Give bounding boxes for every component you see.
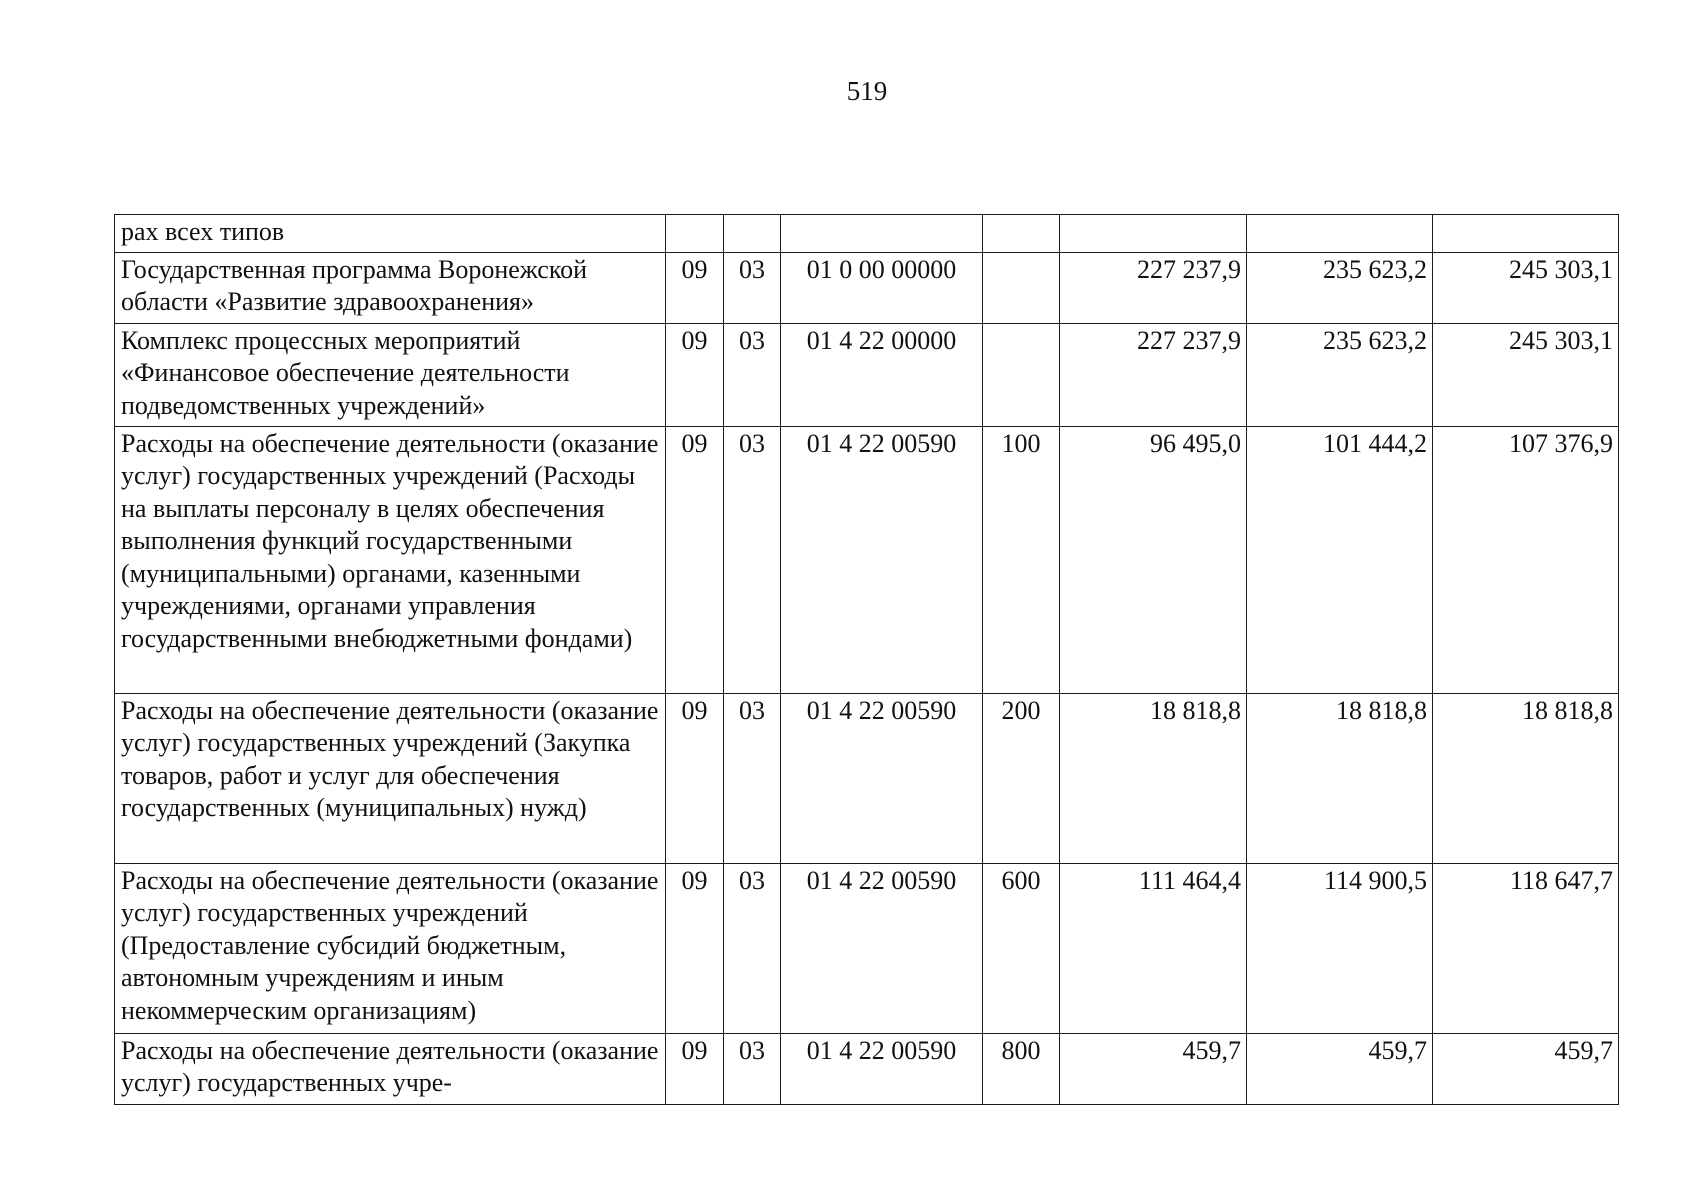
table-row [115,863,1619,1033]
subsection-code-cell: 03 [724,252,781,323]
amount-year-1-cell: 111 464,4 [1060,863,1247,1033]
amount-year-3-cell: 245 303,1 [1433,323,1619,426]
amount-year-1-cell: 459,7 [1060,1033,1247,1104]
amount-year-1-cell: 227 237,9 [1060,323,1247,426]
expense-type-cell: 600 [983,863,1060,1033]
subsection-code-cell: 03 [724,693,781,863]
table-row [115,426,1619,693]
amount-year-2-cell: 235 623,2 [1247,252,1433,323]
expense-type-cell: 100 [983,426,1060,693]
expense-name-cell: Комплекс процессных мероприятий «Финансовое обеспечение деятельности подведомственных учреждений» [115,323,666,426]
amount-year-2-cell: 18 818,8 [1247,693,1433,863]
expense-type-cell: 800 [983,1033,1060,1104]
amount-year-2-cell: 235 623,2 [1247,323,1433,426]
section-code-cell: 09 [666,426,724,693]
amount-year-2-cell [1247,215,1433,253]
target-article-cell: 01 4 22 00000 [781,323,983,426]
amount-year-1-cell: 18 818,8 [1060,693,1247,863]
subsection-code-cell [724,215,781,253]
expense-name-cell: Расходы на обеспечение деятельности (оказание услуг) государственных учре- [115,1033,666,1104]
target-article-cell: 01 4 22 00590 [781,693,983,863]
section-code-cell: 09 [666,863,724,1033]
expense-name-cell: рах всех типов [115,215,666,253]
target-article-cell: 01 4 22 00590 [781,863,983,1033]
amount-year-1-cell: 227 237,9 [1060,252,1247,323]
table-row [115,215,1619,253]
expense-name-cell: Государственная программа Воронежской области «Развитие здравоохранения» [115,252,666,323]
expense-name-cell: Расходы на обеспечение деятельности (оказание услуг) государственных учреждений (Закупка товаров, работ и услуг для обеспечения государственных (муниципальных) нужд) [115,693,666,863]
amount-year-3-cell: 18 818,8 [1433,693,1619,863]
target-article-cell: 01 4 22 00590 [781,1033,983,1104]
subsection-code-cell: 03 [724,1033,781,1104]
amount-year-3-cell: 107 376,9 [1433,426,1619,693]
amount-year-3-cell: 245 303,1 [1433,252,1619,323]
expense-type-cell [983,252,1060,323]
expense-name-cell: Расходы на обеспечение деятельности (оказание услуг) государственных учреждений (Предоставление субсидий бюджетным, автономным учреждениям и иным некоммерческим организациям) [115,863,666,1033]
amount-year-3-cell: 459,7 [1433,1033,1619,1104]
amount-year-2-cell: 114 900,5 [1247,863,1433,1033]
table-row [115,1033,1619,1104]
expense-name-cell: Расходы на обеспечение деятельности (оказание услуг) государственных учреждений (Расходы на выплаты персоналу в целях обеспечения выполнения функций государственными (муниципальными) органами, казенными учреждениями, органами управления государственными внебюджетными фондами) [115,426,666,693]
target-article-cell: 01 4 22 00590 [781,426,983,693]
subsection-code-cell: 03 [724,863,781,1033]
section-code-cell: 09 [666,1033,724,1104]
amount-year-1-cell [1060,215,1247,253]
subsection-code-cell: 03 [724,323,781,426]
section-code-cell: 09 [666,693,724,863]
amount-year-2-cell: 101 444,2 [1247,426,1433,693]
table-row [115,693,1619,863]
budget-table [114,214,1619,1105]
section-code-cell: 09 [666,323,724,426]
amount-year-3-cell: 118 647,7 [1433,863,1619,1033]
expense-type-cell: 200 [983,693,1060,863]
section-code-cell [666,215,724,253]
target-article-cell: 01 0 00 00000 [781,252,983,323]
expense-type-cell [983,323,1060,426]
subsection-code-cell: 03 [724,426,781,693]
table-row [115,323,1619,426]
page-number: 519 [846,76,888,106]
amount-year-2-cell: 459,7 [1247,1033,1433,1104]
expense-type-cell [983,215,1060,253]
table-row [115,252,1619,323]
section-code-cell: 09 [666,252,724,323]
amount-year-3-cell [1433,215,1619,253]
target-article-cell [781,215,983,253]
amount-year-1-cell: 96 495,0 [1060,426,1247,693]
